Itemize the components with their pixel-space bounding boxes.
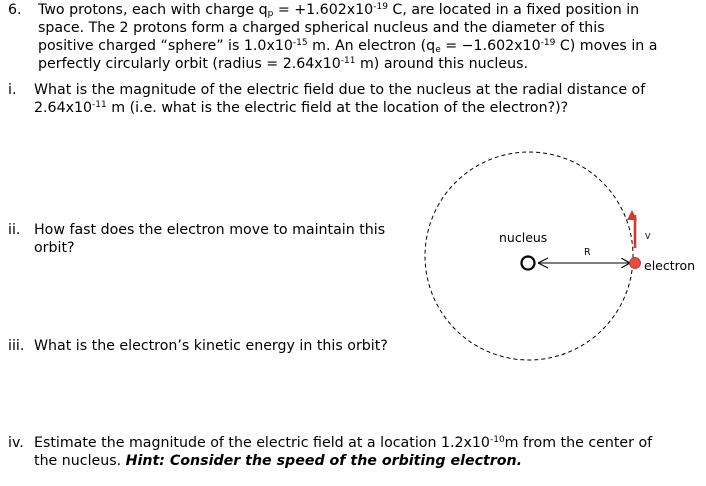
part-i-line-1: What is the magnitude of the electric field due to the nucleus at the radial distance of [34,82,646,98]
nucleus-symbol [522,257,535,270]
part-ii-label: ii. [8,222,21,238]
exponent: -11 [92,100,107,110]
problem-number: 6. [8,2,22,18]
radius-label: R [584,247,591,258]
intro-text: = +1.602x10 [273,2,374,18]
subscript-e: e [435,45,441,55]
intro-text: C) moves in a [555,38,658,54]
intro-text: space. The 2 protons form a charged spherical nucleus and the diameter of this [38,20,605,36]
intro-text: m) around this nucleus. [355,56,528,72]
intro-text: = −1.602x10 [440,38,541,54]
exponent: -11 [340,56,356,66]
hint-text: Hint: Consider the speed of the orbiting electron. [125,453,522,469]
radius-arrow-tail-tick [538,263,548,268]
part-ii-line-1: How fast does the electron move to maintain this [34,222,386,238]
nucleus-label: nucleus [499,230,548,245]
exponent: -10 [489,435,505,445]
part-iv-text: m from the center of [504,435,653,451]
intro-text: Two protons, each with charge q [38,2,268,18]
exponent: -19 [540,38,556,48]
part-iv-text: the nucleus. [34,453,126,469]
part-i-text: 2.64x10 [34,100,93,116]
electron-label: electron [644,258,696,273]
part-iv-label: iv. [8,435,24,451]
part-iii-line-1: What is the electron’s kinetic energy in this orbit? [34,338,388,354]
part-i-label: i. [8,82,17,98]
subscript-p: p [267,9,274,19]
intro-text: C, are located in a fixed position in [387,2,640,18]
intro-text: m. An electron (q [307,38,436,54]
intro-text: positive charged “sphere” is 1.0x10 [38,38,293,54]
exponent: -15 [292,38,308,48]
part-i-text: m (i.e. what is the electric field at the location of the electron?)? [106,100,569,116]
velocity-label: V [645,232,651,241]
part-iii-label: iii. [8,338,25,354]
exponent: -19 [373,2,388,12]
part-ii-line-2: orbit? [34,240,75,256]
intro-text: perfectly circularly orbit (radius = 2.64x10 [38,56,341,72]
radius-arrow-tail-tick [538,258,548,263]
electron-dot [630,258,641,269]
part-iv-text: Estimate the magnitude of the electric field at a location 1.2x10 [34,435,490,451]
